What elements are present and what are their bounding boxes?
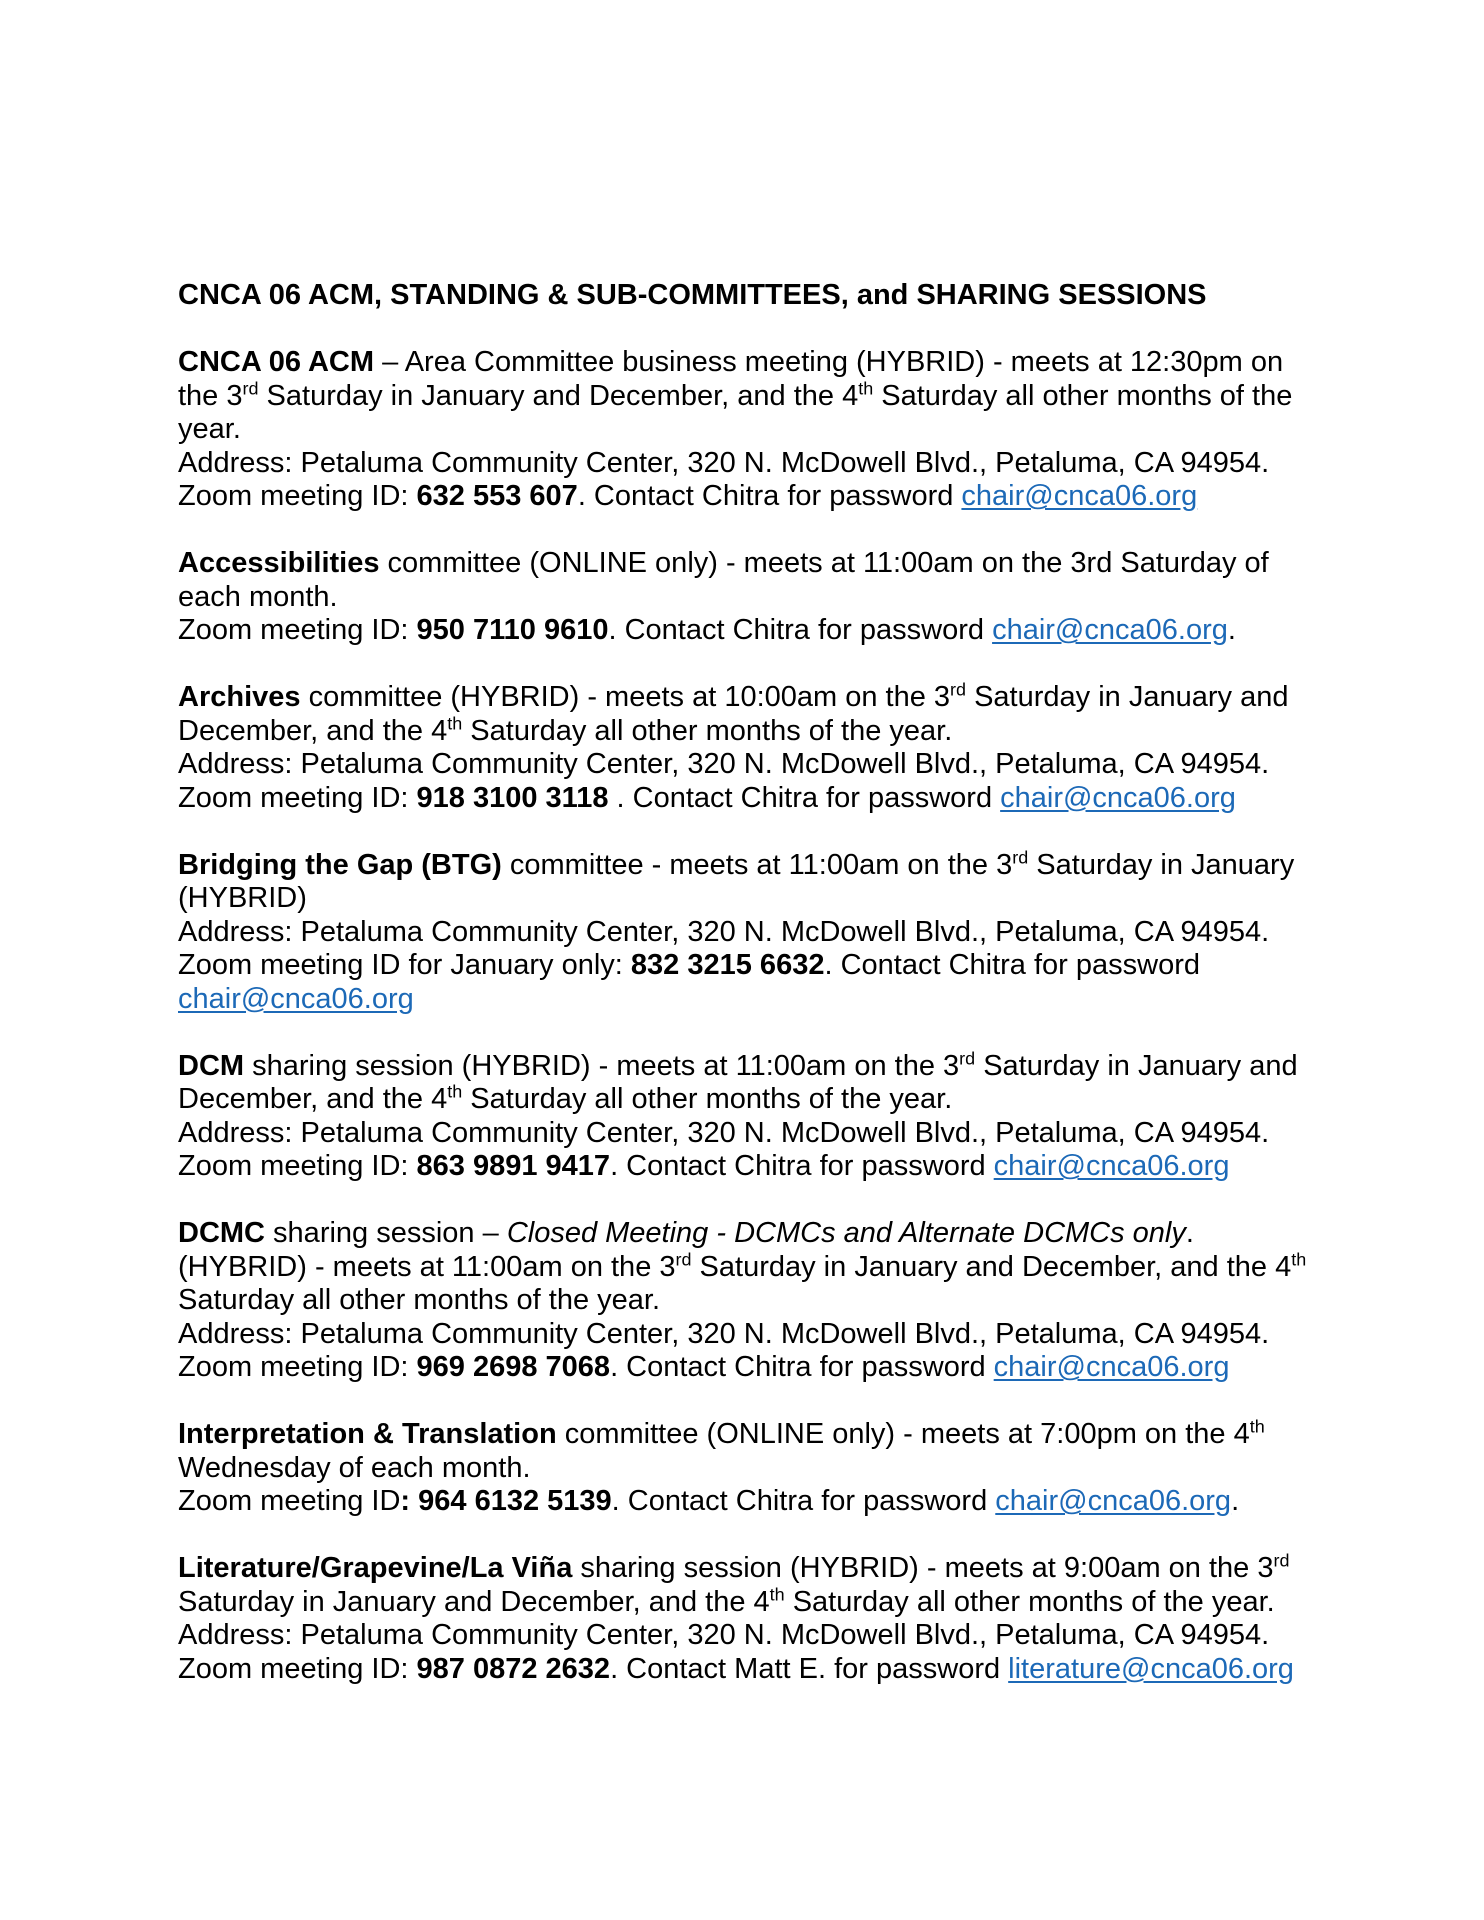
- text-run: 863 9891 9417: [416, 1150, 611, 1182]
- text-run: CNCA 06 ACM: [178, 346, 375, 378]
- section-interpretation-translation: [178, 1418, 1318, 1519]
- text-run: 832 3215 6632: [630, 949, 825, 981]
- text-run: Saturday in January and December, and the 4: [178, 1049, 1298, 1115]
- text-run: 987 0872 2632: [416, 1652, 611, 1685]
- text-run: 950 7110 9610: [416, 614, 609, 646]
- text-run: .: [1227, 614, 1236, 646]
- text-run: Saturday all other months of the year. Address: Petaluma Community Center, 320 N. McDowell Blvd., Petaluma, CA 94954. Zoom meeting ID:: [178, 1585, 1275, 1685]
- text-run: Saturday in January and December, and the 4: [691, 1250, 1292, 1283]
- text-run: Saturday all other months of the year. Address: Petaluma Community Center, 320 N. McDowell Blvd., Petaluma, CA 94954. Zoom meeting ID:: [178, 1284, 1270, 1383]
- superscript-ordinal: th: [858, 377, 874, 398]
- chair-email-link[interactable]: chair@cnca06.org: [178, 982, 414, 1015]
- text-run: DCM: [178, 1049, 245, 1082]
- chair-email-link[interactable]: chair@cnca06.org: [1000, 781, 1236, 814]
- text-run: 632 553 607: [416, 480, 578, 512]
- superscript-ordinal: rd: [675, 1248, 692, 1269]
- text-run: . Contact Chitra for password: [577, 480, 962, 512]
- section-literature-grapevine-la-vina: [178, 1552, 1318, 1686]
- text-run: Archives: [178, 681, 301, 713]
- text-run: 918 3100 3118: [416, 781, 609, 814]
- text-run: . Contact Chitra for password: [608, 781, 1001, 814]
- text-run: Literature/Grapevine/La Viña: [178, 1552, 573, 1584]
- text-run: 969 2698 7068: [416, 1351, 611, 1383]
- text-run: . Contact Chitra for password: [824, 949, 1200, 981]
- text-run: . Contact Matt E. for password: [610, 1652, 1009, 1685]
- text-run: sharing session (HYBRID) - meets at 11:00am on the 3: [244, 1049, 960, 1082]
- superscript-ordinal: th: [769, 1583, 785, 1604]
- text-run: . Contact Chitra for password: [611, 1485, 996, 1517]
- superscript-ordinal: rd: [242, 377, 259, 398]
- chair-email-link[interactable]: chair@cnca06.org: [961, 480, 1198, 512]
- section-accessibilities: [178, 547, 1318, 648]
- superscript-ordinal: th: [447, 1081, 463, 1102]
- superscript-ordinal: rd: [959, 1047, 976, 1068]
- text-run: Saturday all other months of the year. Address: Petaluma Community Center, 320 N. McDowell Blvd., Petaluma, CA 94954. Zoom meeting ID:: [178, 379, 1293, 512]
- text-run: Saturday all other months of the year. Address: Petaluma Community Center, 320 N. McDowell Blvd., Petaluma, CA 94954. Zoom meeting ID:: [178, 1083, 1270, 1182]
- section-dcm: [178, 1047, 1318, 1184]
- text-run: . Contact Chitra for password: [608, 614, 993, 646]
- text-run: sharing session (HYBRID) - meets at 9:00am on the 3: [572, 1552, 1274, 1584]
- text-run: Interpretation & Translation: [178, 1418, 557, 1450]
- text-run: DCMC: [178, 1217, 265, 1249]
- text-run: Accessibilities: [178, 547, 380, 579]
- text-run: Closed Meeting - DCMCs and Alternate DCMCs only: [506, 1217, 1186, 1249]
- text-run: sharing session –: [265, 1217, 507, 1249]
- text-run: – Area Committee business meeting (HYBRID) - meets at 12:30pm on the 3: [178, 346, 1284, 412]
- text-run: committee (ONLINE only) - meets at 7:00pm on the 4: [556, 1418, 1250, 1450]
- superscript-ordinal: th: [1249, 1416, 1265, 1437]
- document-body: [178, 346, 1318, 1686]
- section-bridging-the-gap: [178, 846, 1318, 1017]
- section-cnca-06-acm: [178, 346, 1318, 514]
- section-dcmc: [178, 1217, 1318, 1385]
- section-archives: [178, 681, 1318, 815]
- superscript-ordinal: th: [1291, 1248, 1307, 1269]
- text-run: . Contact Chitra for password: [610, 1150, 994, 1182]
- text-run: committee - meets at 11:00am on the 3: [501, 848, 1013, 881]
- text-run: Bridging the Gap (BTG): [178, 848, 502, 881]
- superscript-ordinal: rd: [1012, 846, 1029, 867]
- chair-email-link[interactable]: chair@cnca06.org: [993, 1351, 1230, 1383]
- text-run: committee (ONLINE only) - meets at 11:00am on the 3rd Saturday of each month. Zoom meeting ID:: [178, 547, 1269, 646]
- text-run: . Contact Chitra for password: [610, 1351, 994, 1383]
- text-run: .: [1231, 1485, 1240, 1517]
- text-run: Wednesday of each month. Zoom meeting ID: [178, 1451, 531, 1517]
- superscript-ordinal: rd: [1273, 1550, 1290, 1571]
- document-title: CNCA 06 ACM, STANDING & SUB-COMMITTEES, and SHARING SESSIONS: [178, 279, 1207, 311]
- document-text-block: [178, 279, 1318, 1720]
- text-run: . (HYBRID) - meets at 11:00am on the 3: [178, 1217, 1194, 1283]
- text-run: : 964 6132 5139: [400, 1485, 612, 1517]
- superscript-ordinal: rd: [950, 679, 967, 700]
- text-run: Saturday in January and December, and the 4: [178, 681, 1289, 747]
- text-run: Saturday in January and December, and the 4: [178, 1585, 770, 1618]
- text-run: committee (HYBRID) - meets at 10:00am on the 3: [300, 681, 951, 713]
- chair-email-link[interactable]: chair@cnca06.org: [993, 1150, 1230, 1182]
- text-run: Saturday in January (HYBRID) Address: Petaluma Community Center, 320 N. McDowell Blvd., Petaluma, CA 94954. Zoom meeting ID for January only:: [178, 848, 1295, 981]
- text-run: Saturday in January and December, and the 4: [258, 379, 859, 412]
- text-run: Saturday all other months of the year. Address: Petaluma Community Center, 320 N. McDowell Blvd., Petaluma, CA 94954. Zoom meeting ID:: [178, 714, 1270, 814]
- chair-email-link[interactable]: chair@cnca06.org: [995, 1485, 1232, 1517]
- chair-email-link[interactable]: chair@cnca06.org: [992, 614, 1228, 646]
- superscript-ordinal: th: [447, 712, 463, 733]
- literature-email-link[interactable]: literature@cnca06.org: [1008, 1652, 1294, 1685]
